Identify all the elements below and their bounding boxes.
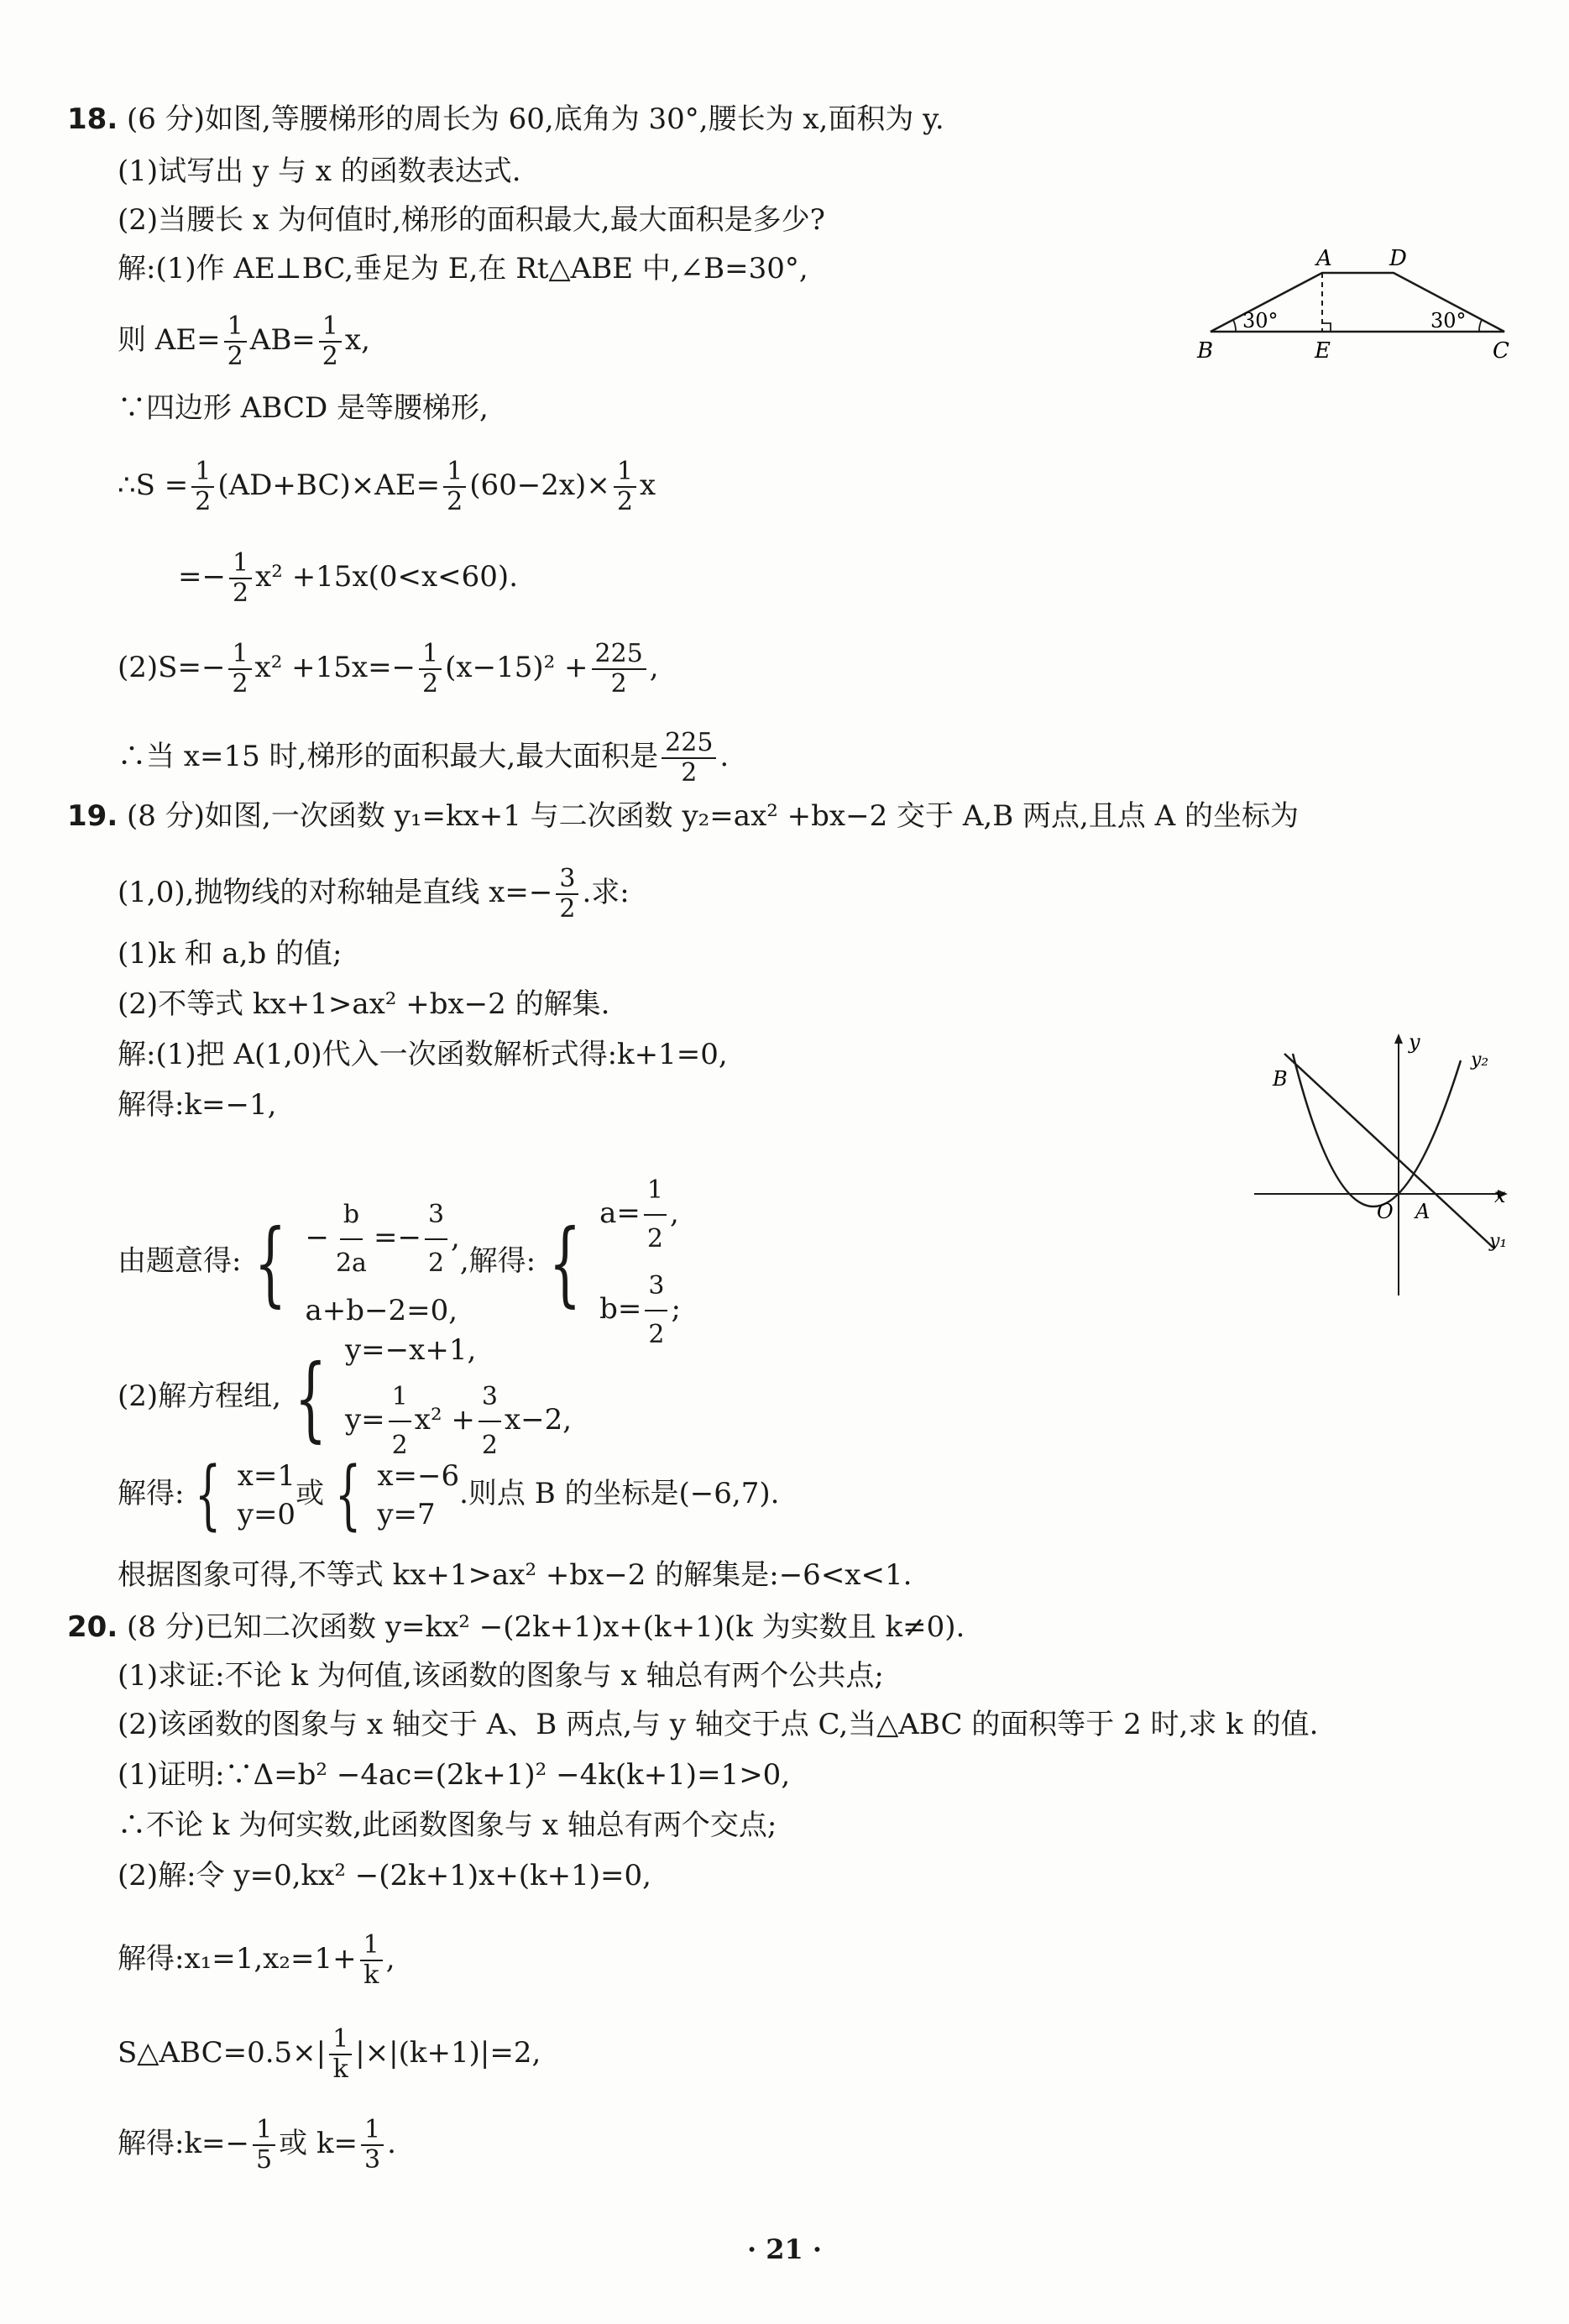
- text-segment: (2)S=−: [118, 651, 226, 684]
- numerator: 1: [419, 640, 442, 670]
- fraction: [329, 2025, 352, 2084]
- system-row: y=−x+1,: [344, 1333, 477, 1367]
- text-segment: 由题意得:: [118, 1244, 242, 1278]
- system-row: a+b−2=0,: [305, 1294, 458, 1327]
- denominator: 2: [195, 487, 212, 516]
- q19-sol-line6: 根据图象可得,不等式 kx+1>ax² +bx−2 的解集是:−6<x<1.: [118, 1558, 913, 1592]
- numerator: 3: [425, 1191, 447, 1240]
- text-segment: |×|(k+1)|=2,: [355, 2036, 541, 2070]
- numerator: 1: [360, 1931, 383, 1961]
- numerator: b: [340, 1191, 363, 1240]
- equation-system: [281, 1327, 572, 1469]
- system-rows: [238, 1457, 295, 1534]
- left-brace: {: [195, 1451, 222, 1539]
- text-segment: x: [639, 468, 656, 502]
- denominator: 2: [616, 487, 633, 516]
- denominator: k: [363, 1960, 379, 1990]
- text-segment: (1,0),抛物线的对称轴是直线 x=−: [118, 876, 553, 909]
- denominator: 2a: [335, 1248, 367, 1278]
- fraction: [443, 458, 466, 516]
- q20-sol-line2: ∴不论 k 为何实数,此函数图象与 x 轴总有两个交点;: [118, 1808, 777, 1842]
- text-segment: −: [305, 1221, 329, 1254]
- root-system-1: [184, 1451, 296, 1539]
- text-segment: b=: [599, 1292, 642, 1326]
- fraction: [361, 2116, 384, 2175]
- q19-sol-line2: 解得:k=−1,: [118, 1088, 277, 1122]
- page-number: · 21 ·: [746, 2233, 823, 2265]
- numerator: 1: [224, 312, 247, 343]
- q20-part1: (1)求证:不论 k 为何值,该函数的图象与 x 轴总有两个公共点;: [118, 1659, 884, 1693]
- trapezoid-figure: [1192, 243, 1511, 369]
- q18-part1: (1)试写出 y 与 x 的函数表达式.: [118, 154, 521, 188]
- text-segment: S△ABC=0.5×|: [118, 2036, 327, 2070]
- text-segment: ∴S =: [118, 468, 189, 502]
- q18-part2: (2)当腰长 x 为何值时,梯形的面积最大,最大面积是多少?: [118, 203, 825, 237]
- system-row: x=1: [237, 1459, 296, 1493]
- q20-stem: [67, 1607, 1519, 1647]
- text-segment: (x−15)² +: [445, 651, 588, 684]
- text-segment: a=: [599, 1196, 641, 1230]
- text-segment: =−: [373, 1221, 421, 1254]
- fraction: [191, 458, 214, 516]
- q20-sol-line1: (1)证明:∵Δ=b² −4ac=(2k+1)² −4k(k+1)=1>0,: [118, 1758, 791, 1792]
- numerator: 3: [645, 1263, 667, 1311]
- text-segment: .求:: [582, 876, 630, 909]
- label-angle-c: 30°: [1430, 309, 1467, 332]
- text-segment: (60−2x)×: [469, 468, 610, 502]
- denominator: 2: [227, 342, 243, 371]
- text-segment: 则 AE=: [118, 323, 221, 357]
- y-axis-arrow: [1394, 1034, 1403, 1044]
- denominator: 5: [256, 2145, 273, 2175]
- label-y-axis: y: [1409, 1030, 1420, 1054]
- q19-number: 19.: [67, 799, 118, 833]
- angle-b-arc: [1233, 320, 1236, 332]
- angle-c-arc: [1479, 320, 1482, 332]
- q19-sol-line5: [118, 1451, 1519, 1549]
- numerator: 1: [443, 458, 466, 488]
- label-d: D: [1389, 246, 1407, 271]
- text-segment: 或: [295, 1477, 325, 1510]
- function-graph: [1251, 1029, 1519, 1297]
- fraction: [389, 1374, 411, 1469]
- text-segment: y=: [344, 1403, 385, 1437]
- label-y2: y₂: [1471, 1049, 1489, 1070]
- label-y1: y₁: [1489, 1231, 1508, 1252]
- q18-sol-line6: [118, 640, 1519, 699]
- label-angle-b: 30°: [1242, 309, 1279, 332]
- label-e: E: [1315, 338, 1331, 364]
- q20-part2: (2)该函数的图象与 x 轴交于 A、B 两点,与 y 轴交于点 C,当△ABC 的面积等于 2 时,求 k 的值.: [118, 1708, 1319, 1741]
- denominator: 3: [364, 2145, 381, 2175]
- numerator: 225: [662, 729, 716, 759]
- q20-sol-line6: [118, 2116, 1519, 2175]
- text-segment: 解得:k=−: [118, 2127, 250, 2160]
- fraction: [592, 640, 646, 699]
- fraction: [228, 640, 251, 699]
- q19-part1: (1)k 和 a,b 的值;: [118, 937, 343, 971]
- text-segment: AB=: [249, 323, 316, 357]
- text-segment: ∴当 x=15 时,梯形的面积最大,最大面积是: [118, 740, 659, 773]
- numerator: 1: [229, 549, 252, 579]
- label-b-point: B: [1273, 1067, 1288, 1091]
- q19-stem: [67, 796, 1519, 836]
- q18-sol-line5: [178, 549, 1519, 608]
- q20-sol-line3: (2)解:令 y=0,kx² −(2k+1)x+(k+1)=0,: [118, 1859, 651, 1892]
- system-row: y=7: [377, 1498, 436, 1531]
- system-row: [599, 1167, 681, 1263]
- numerator: 1: [361, 2116, 384, 2146]
- denominator: 2: [559, 894, 576, 924]
- q18-sol-line1: 解:(1)作 AE⊥BC,垂足为 E,在 Rt△ABE 中,∠B=30°,: [118, 252, 808, 285]
- system-row: [345, 1374, 572, 1469]
- label-a: A: [1316, 246, 1332, 271]
- system-rows: [305, 1191, 459, 1334]
- q20-number: 20.: [67, 1610, 118, 1644]
- denominator: 2: [422, 669, 439, 699]
- left-brace: {: [548, 1209, 582, 1316]
- fraction: [644, 1167, 667, 1263]
- root-system-2: [324, 1451, 460, 1539]
- system-row: x=−6: [377, 1459, 460, 1493]
- denominator: 2: [610, 669, 627, 699]
- system-rows: [377, 1457, 459, 1534]
- numerator: 1: [329, 2025, 352, 2055]
- equation-system: [241, 1191, 459, 1334]
- text-segment: 或 k=: [279, 2127, 358, 2160]
- denominator: 2: [391, 1431, 408, 1460]
- left-brace: {: [334, 1451, 362, 1539]
- denominator: 2: [322, 342, 338, 371]
- left-brace: {: [254, 1209, 287, 1316]
- text-segment: x−2,: [504, 1403, 573, 1437]
- fraction: [332, 1191, 370, 1287]
- q19-sol-line1: 解:(1)把 A(1,0)代入一次函数解析式得:k+1=0,: [118, 1038, 728, 1071]
- fraction: [319, 312, 342, 371]
- fraction: [253, 2116, 275, 2175]
- numerator: 1: [253, 2116, 275, 2146]
- text-segment: ,: [385, 1942, 395, 1976]
- denominator: 2: [646, 1224, 663, 1254]
- numerator: 1: [614, 458, 636, 488]
- text-segment: .则点 B 的坐标是(−6,7).: [459, 1477, 780, 1510]
- fraction: [224, 312, 247, 371]
- numerator: 1: [389, 1374, 411, 1422]
- q18-sol-line3: ∵四边形 ABCD 是等腰梯形,: [118, 391, 489, 425]
- right-angle-mark: [1322, 323, 1331, 332]
- text-segment: ,解得:: [459, 1244, 536, 1278]
- text-segment: .: [719, 740, 730, 773]
- q18-sol-line7: [118, 729, 1519, 788]
- system-row: [305, 1191, 459, 1287]
- numerator: 1: [644, 1167, 667, 1216]
- q18-sol-line4: [118, 458, 1519, 516]
- q19-part2: (2)不等式 kx+1>ax² +bx−2 的解集.: [118, 987, 610, 1021]
- denominator: 2: [232, 669, 248, 699]
- numerator: 225: [592, 640, 646, 670]
- denominator: 2: [232, 578, 249, 608]
- text-segment: ,: [451, 1221, 460, 1254]
- denominator: 2: [681, 758, 698, 788]
- left-brace: {: [294, 1344, 327, 1452]
- text-segment: 解得:x₁=1,x₂=1+: [118, 1942, 357, 1976]
- text-segment: ,: [649, 651, 659, 684]
- label-x-axis: x: [1494, 1184, 1506, 1207]
- text-segment: x,: [344, 323, 370, 357]
- q20-stem-text: (8 分)已知二次函数 y=kx² −(2k+1)x+(k+1)(k 为实数且 k≠0).: [127, 1610, 965, 1644]
- text-segment: =−: [178, 560, 226, 594]
- text-segment: ;: [671, 1292, 681, 1326]
- fraction: [419, 640, 442, 699]
- text-segment: ,: [669, 1196, 679, 1230]
- system-rows: [345, 1327, 572, 1469]
- label-origin: O: [1377, 1200, 1394, 1223]
- numerator: 1: [319, 312, 342, 343]
- fraction: [229, 549, 252, 608]
- numerator: 3: [479, 1374, 501, 1422]
- q18-stem-text: (6 分)如图,等腰梯形的周长为 60,底角为 30°,腰长为 x,面积为 y.: [127, 102, 944, 136]
- label-b: B: [1197, 338, 1214, 364]
- fraction: [662, 729, 716, 788]
- label-c: C: [1493, 338, 1509, 364]
- denominator: 2: [427, 1248, 445, 1278]
- parabola-y2: [1293, 1054, 1461, 1206]
- text-segment: x² +15x(0<x<60).: [255, 560, 519, 594]
- denominator: 2: [648, 1320, 665, 1349]
- numerator: 3: [556, 865, 578, 895]
- numerator: 1: [191, 458, 214, 488]
- text-segment: x² +: [414, 1403, 475, 1437]
- fraction: [360, 1931, 383, 1990]
- q19-stem-text: (8 分)如图,一次函数 y₁=kx+1 与二次函数 y₂=ax² +bx−2 交于 A,B 两点,且点 A 的坐标为: [127, 799, 1299, 833]
- q20-sol-line4: [118, 1931, 1519, 1990]
- denominator: k: [332, 2054, 348, 2084]
- fraction: [556, 865, 578, 924]
- text-segment: (AD+BC)×AE=: [217, 468, 441, 502]
- q20-sol-line5: [118, 2025, 1519, 2084]
- q18-stem: [67, 99, 1519, 139]
- text-segment: x² +15x=−: [254, 651, 416, 684]
- denominator: 2: [481, 1431, 498, 1460]
- text-segment: .: [387, 2127, 396, 2160]
- text-segment: 解得:: [118, 1477, 185, 1510]
- q19-sol-line4: [118, 1327, 1519, 1460]
- fraction: [614, 458, 636, 516]
- fraction: [479, 1374, 501, 1469]
- numerator: 1: [228, 640, 251, 670]
- label-a-point: A: [1415, 1200, 1430, 1223]
- text-segment: (2)解方程组,: [118, 1379, 281, 1413]
- q18-number: 18.: [67, 102, 118, 136]
- q19-stem-line2: [118, 865, 1519, 924]
- fraction: [425, 1191, 447, 1287]
- system-row: y=0: [237, 1498, 296, 1531]
- denominator: 2: [447, 487, 463, 516]
